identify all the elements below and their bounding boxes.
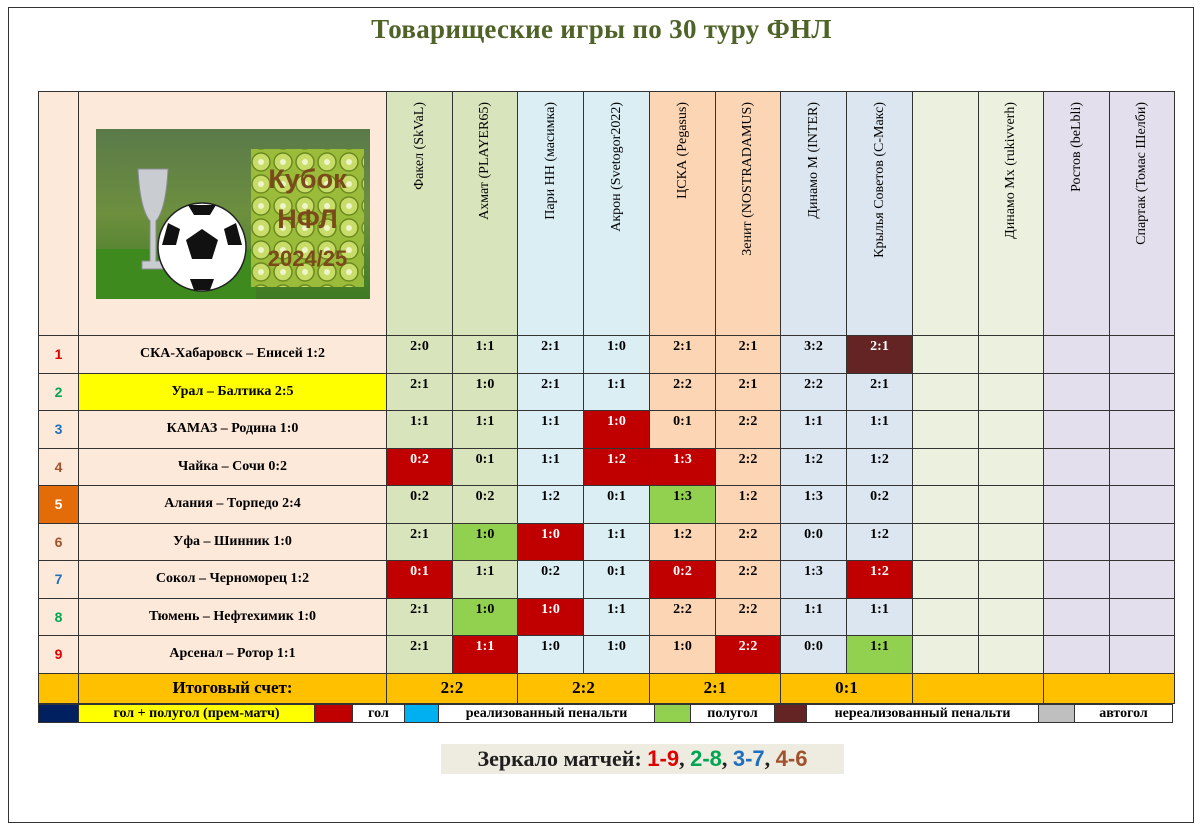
prediction-cell: 1:0: [584, 336, 650, 374]
prediction-cell: 1:1: [453, 336, 518, 374]
prediction-cell: 2:1: [518, 336, 584, 374]
prediction-cell: 1:3: [781, 561, 847, 599]
prediction-cell: 0:2: [387, 486, 453, 524]
prediction-cell: [979, 448, 1044, 486]
legend-swatch-maroon: [775, 705, 807, 722]
prediction-cell: [979, 486, 1044, 524]
prediction-cell: 2:2: [716, 598, 781, 636]
prediction-cell: 0:0: [781, 636, 847, 674]
prediction-cell: 1:0: [650, 636, 716, 674]
match-number: 3: [39, 411, 79, 449]
column-header: [913, 92, 979, 336]
column-header: [979, 92, 1044, 336]
prediction-cell: 2:1: [847, 373, 913, 411]
column-header-label: Крылья Советов (С-Макс): [871, 102, 887, 258]
prediction-cell: 2:2: [716, 411, 781, 449]
prediction-cell: 1:3: [781, 486, 847, 524]
prediction-cell: 2:1: [847, 336, 913, 374]
legend-goal: гол: [353, 705, 405, 722]
mirror-sep: ,: [679, 746, 685, 771]
prediction-cell: 2:2: [716, 448, 781, 486]
prediction-cell: [913, 448, 979, 486]
prediction-cell: 1:2: [781, 448, 847, 486]
logo-title: [256, 159, 360, 279]
column-header-label: ЦСКА (Pegasus): [674, 102, 690, 199]
match-number: 8: [39, 598, 79, 636]
column-header: [387, 92, 453, 336]
prediction-cell: 1:0: [453, 523, 518, 561]
prediction-cell: [1044, 523, 1110, 561]
prediction-cell: [1044, 411, 1110, 449]
prediction-cell: 2:1: [518, 373, 584, 411]
prediction-cell: 1:2: [847, 523, 913, 561]
logo-line-season: 2024/25: [267, 245, 348, 271]
legend-swatch-blue: [405, 705, 439, 722]
totals-corner: [39, 673, 79, 703]
prediction-cell: [1110, 598, 1175, 636]
column-header: [584, 92, 650, 336]
total-score: [1044, 673, 1175, 703]
prediction-cell: 3:2: [781, 336, 847, 374]
prediction-cell: [1110, 336, 1175, 374]
match-row: [39, 411, 1175, 449]
match-number: 2: [39, 373, 79, 411]
prediction-cell: 0:1: [387, 561, 453, 599]
mirror-sep: ,: [764, 746, 771, 771]
match-name: Урал – Балтика 2:5: [79, 373, 387, 411]
prediction-cell: 2:2: [650, 373, 716, 411]
match-name: Сокол – Черноморец 1:2: [79, 561, 387, 599]
prediction-cell: [1044, 636, 1110, 674]
match-number: 1: [39, 336, 79, 374]
prediction-cell: 1:1: [584, 523, 650, 561]
prediction-cell: [979, 561, 1044, 599]
prediction-cell: 1:1: [453, 411, 518, 449]
match-row: [39, 598, 1175, 636]
cup-logo-cell: [79, 92, 387, 336]
prediction-cell: 1:1: [584, 373, 650, 411]
prediction-cell: [913, 561, 979, 599]
prediction-cell: [979, 411, 1044, 449]
match-number: 4: [39, 448, 79, 486]
prediction-cell: [1110, 636, 1175, 674]
prediction-cell: 1:0: [518, 598, 584, 636]
column-header-label: Факел (SkVaL): [411, 102, 427, 190]
prediction-cell: 1:0: [453, 373, 518, 411]
prediction-cell: [1044, 561, 1110, 599]
mirror-label: Зеркало матчей:: [477, 746, 642, 771]
column-header: [453, 92, 518, 336]
match-number: 5: [39, 486, 79, 524]
prediction-cell: 2:1: [716, 373, 781, 411]
match-name: Чайка – Сочи 0:2: [79, 448, 387, 486]
prediction-cell: [1110, 561, 1175, 599]
prediction-cell: 0:1: [584, 486, 650, 524]
prediction-cell: 0:2: [518, 561, 584, 599]
prediction-cell: 1:3: [650, 448, 716, 486]
prediction-cell: 2:2: [781, 373, 847, 411]
prediction-cell: 1:1: [847, 636, 913, 674]
mirror-pair: 2-8: [690, 746, 722, 771]
prediction-cell: [979, 336, 1044, 374]
column-header: [716, 92, 781, 336]
prediction-cell: [913, 523, 979, 561]
prediction-cell: [1044, 336, 1110, 374]
prediction-cell: 2:1: [387, 373, 453, 411]
match-number: 7: [39, 561, 79, 599]
total-score: 2:1: [650, 673, 781, 703]
prediction-cell: [913, 411, 979, 449]
prediction-cell: 2:1: [650, 336, 716, 374]
prediction-cell: 0:2: [847, 486, 913, 524]
legend-swatch-red: [315, 705, 353, 722]
legend-swatch-green: [655, 705, 691, 722]
column-header: [1044, 92, 1110, 336]
prediction-cell: 2:2: [716, 561, 781, 599]
match-row: [39, 523, 1175, 561]
match-row: [39, 336, 1175, 374]
column-header: [518, 92, 584, 336]
prediction-cell: 1:0: [584, 411, 650, 449]
match-number: 9: [39, 636, 79, 674]
prediction-cell: [913, 486, 979, 524]
prediction-cell: 0:1: [453, 448, 518, 486]
match-name: Арсенал – Ротор 1:1: [79, 636, 387, 674]
prediction-cell: 1:2: [650, 523, 716, 561]
prediction-cell: 1:2: [847, 448, 913, 486]
match-name: КАМАЗ – Родина 1:0: [79, 411, 387, 449]
mirror-sep: ,: [721, 746, 728, 771]
column-header-label: Пари НН (масимка): [542, 102, 558, 220]
column-header-label: Ростов (beLbli): [1068, 102, 1084, 192]
prediction-cell: 1:0: [518, 636, 584, 674]
prediction-cell: [1044, 598, 1110, 636]
mirror-pair: 3-7: [732, 746, 765, 771]
prediction-cell: [913, 336, 979, 374]
total-score: [913, 673, 1044, 703]
mirror-pair: 4-6: [775, 746, 808, 771]
legend-swatch-grey: [1039, 705, 1075, 722]
prediction-cell: [1110, 486, 1175, 524]
prediction-cell: 1:1: [518, 411, 584, 449]
results-table: [38, 91, 1175, 704]
prediction-cell: [979, 598, 1044, 636]
prediction-cell: [1110, 411, 1175, 449]
column-header: [650, 92, 716, 336]
legend-half-goal: полугол: [691, 705, 775, 722]
prediction-cell: 1:1: [584, 598, 650, 636]
prediction-cell: [913, 373, 979, 411]
prediction-cell: [913, 636, 979, 674]
mirror-pair: 1-9: [647, 746, 680, 771]
legend-own-goal: автогол: [1075, 705, 1172, 722]
prediction-cell: 2:2: [650, 598, 716, 636]
prediction-cell: 2:0: [387, 336, 453, 374]
prediction-cell: 1:1: [387, 411, 453, 449]
legend-prem-match: гол + полугол (прем-матч): [79, 705, 315, 722]
prediction-cell: 1:0: [584, 636, 650, 674]
prediction-cell: [1110, 523, 1175, 561]
prediction-cell: 2:1: [716, 336, 781, 374]
prediction-cell: 1:2: [518, 486, 584, 524]
logo-line-league: НФЛ: [277, 203, 338, 234]
prediction-cell: 1:2: [716, 486, 781, 524]
prediction-cell: 2:2: [716, 636, 781, 674]
column-header: [1110, 92, 1175, 336]
totals-label: Итоговый счет:: [79, 673, 387, 703]
legend-penalty-scored: реализованный пенальти: [439, 705, 655, 722]
prediction-cell: [1044, 373, 1110, 411]
prediction-cell: 1:1: [453, 561, 518, 599]
prediction-cell: [913, 598, 979, 636]
prediction-cell: 0:2: [650, 561, 716, 599]
prediction-cell: 1:0: [453, 598, 518, 636]
match-name: Уфа – Шинник 1:0: [79, 523, 387, 561]
column-header-label: Динамо Мх (rukivverh): [1003, 102, 1018, 239]
match-name: Алания – Торпедо 2:4: [79, 486, 387, 524]
match-row: [39, 373, 1175, 411]
total-score: 0:1: [781, 673, 913, 703]
prediction-cell: [1044, 448, 1110, 486]
prediction-cell: 1:1: [847, 598, 913, 636]
prediction-cell: 1:1: [453, 636, 518, 674]
prediction-cell: 0:2: [453, 486, 518, 524]
match-row: [39, 636, 1175, 674]
prediction-cell: [1110, 373, 1175, 411]
match-number: 6: [39, 523, 79, 561]
cup-logo: [96, 129, 370, 299]
prediction-cell: 2:1: [387, 598, 453, 636]
match-row: [39, 486, 1175, 524]
prediction-cell: 0:1: [650, 411, 716, 449]
column-header: [781, 92, 847, 336]
prediction-cell: 1:1: [518, 448, 584, 486]
column-header-label: Ахмат (PLAYER65): [477, 102, 492, 220]
prediction-cell: 1:3: [650, 486, 716, 524]
column-header: [847, 92, 913, 336]
legend-swatch-navy: [39, 705, 79, 722]
prediction-cell: [979, 636, 1044, 674]
column-header-label: Спартак (Томас Шелби): [1134, 102, 1149, 245]
match-row: [39, 561, 1175, 599]
prediction-cell: 2:2: [716, 523, 781, 561]
match-name: СКА-Хабаровск – Енисей 1:2: [79, 336, 387, 374]
logo-line-cup: Кубок: [268, 163, 347, 194]
prediction-cell: 1:0: [518, 523, 584, 561]
total-score: 2:2: [387, 673, 518, 703]
prediction-cell: 0:1: [584, 561, 650, 599]
prediction-cell: 2:1: [387, 523, 453, 561]
match-name: Тюмень – Нефтехимик 1:0: [79, 598, 387, 636]
prediction-cell: 0:2: [387, 448, 453, 486]
page-title: Товарищеские игры по 30 туру ФНЛ: [371, 14, 832, 44]
column-header-label: Акрон (Svetogor2022): [608, 102, 624, 232]
prediction-cell: 2:1: [387, 636, 453, 674]
prediction-cell: [1110, 448, 1175, 486]
prediction-cell: 1:2: [584, 448, 650, 486]
match-row: [39, 448, 1175, 486]
column-header-label: Зенит (NOSTRADAMUS): [740, 102, 755, 256]
column-header-label: Динамо М (INTER): [805, 102, 821, 219]
prediction-cell: [979, 373, 1044, 411]
legend: [38, 704, 1173, 723]
football-icon: [158, 203, 246, 291]
legend-penalty-missed: нереализованный пенальти: [807, 705, 1039, 722]
corner-cell: [39, 92, 79, 336]
prediction-cell: 0:0: [781, 523, 847, 561]
prediction-cell: [1044, 486, 1110, 524]
prediction-cell: [979, 523, 1044, 561]
prediction-cell: 1:2: [847, 561, 913, 599]
total-score: 2:2: [518, 673, 650, 703]
prediction-cell: 1:1: [847, 411, 913, 449]
mirror-matches: [441, 744, 844, 774]
prediction-cell: 1:1: [781, 411, 847, 449]
prediction-cell: 1:1: [781, 598, 847, 636]
